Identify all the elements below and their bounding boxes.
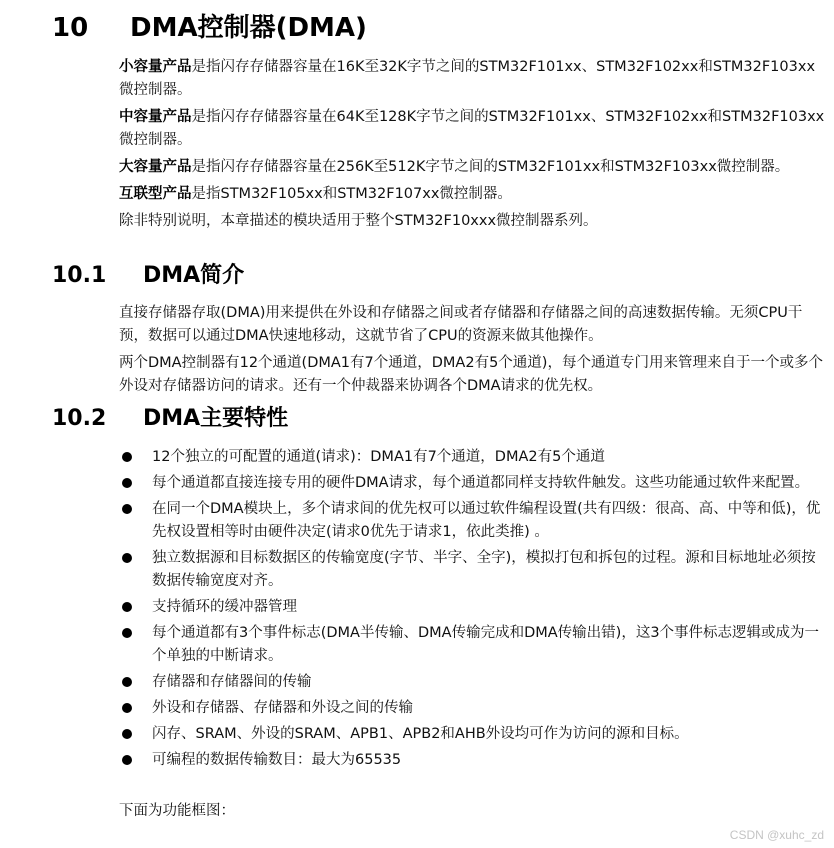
list-item: [119, 498, 827, 544]
bullet-icon: [122, 703, 132, 713]
term-medium-density: 中容量产品: [119, 109, 192, 125]
list-item-text: 闪存、SRAM、外设的SRAM、APB1、APB2和AHB外设均可作为访问的源和目标。: [152, 726, 689, 742]
term-connectivity: 互联型产品: [119, 186, 192, 202]
list-item-text: 独立数据源和目标数据区的传输宽度(字节、半字、全字)，模拟打包和拆包的过程。源和目标地址必须按数据传输宽度对齐。: [152, 550, 816, 589]
dma-intro-paragraph: 直接存储器存取(DMA)用来提供在外设和存储器之间或者存储器和存储器之间的高速数据传输。无须CPU干预，数据可以通过DMA快速地移动，这就节省了CPU的资源来做其他操作。: [119, 305, 803, 344]
bullet-icon: [122, 553, 132, 563]
chapter-number: 10: [52, 13, 89, 43]
term-low-density: 小容量产品: [119, 59, 192, 75]
section-number: 10.1: [52, 263, 107, 288]
bullet-icon: [122, 628, 132, 638]
text-medium-density: 是指闪存存储器容量在64K至128K字节之间的STM32F101xx、STM32F102xx和STM32F103xx微控制器。: [119, 109, 825, 148]
intro-paragraph-scope: 除非特别说明，本章描述的模块适用于整个STM32F10xxx微控制器系列。: [119, 213, 598, 229]
list-item: [119, 697, 827, 720]
bullet-icon: [122, 452, 132, 462]
list-item-text: 可编程的数据传输数目：最大为65535: [152, 752, 402, 768]
watermark: CSDN @xuhc_zd: [729, 828, 824, 842]
list-item: [119, 547, 827, 593]
text-low-density: 是指闪存存储器容量在16K至32K字节之间的STM32F101xx、STM32F102xx和STM32F103xx微控制器。: [119, 59, 816, 98]
list-item: [119, 446, 827, 469]
section-title: DMA主要特性: [143, 406, 289, 431]
bullet-icon: [122, 478, 132, 488]
list-item-text: 每个通道都有3个事件标志(DMA半传输、DMA传输完成和DMA传输出错)，这3个事件标志逻辑或成为一个单独的中断请求。: [152, 625, 820, 664]
chapter-title: DMA控制器(DMA): [130, 13, 367, 43]
list-item-text: 每个通道都直接连接专用的硬件DMA请求，每个通道都同样支持软件触发。这些功能通过软件来配置。: [152, 475, 810, 491]
list-item-text: 在同一个DMA模块上，多个请求间的优先权可以通过软件编程设置(共有四级：很高、高、中等和低)，优先权设置相等时由硬件决定(请求0优先于请求1，依此类推) 。: [152, 501, 821, 540]
list-item-text: 外设和存储器、存储器和外设之间的传输: [152, 700, 413, 716]
section-title: DMA简介: [143, 263, 245, 288]
list-item: [119, 671, 827, 694]
term-high-density: 大容量产品: [119, 159, 192, 175]
intro-paragraph-high-density: [119, 156, 827, 179]
block-diagram-caption: 下面为功能框图：: [119, 803, 235, 819]
list-item-text: 支持循环的缓冲器管理: [152, 599, 297, 615]
bullet-icon: [122, 504, 132, 514]
section-number: 10.2: [52, 406, 107, 431]
intro-paragraph-medium-density: [119, 106, 827, 152]
list-item: [119, 749, 827, 772]
intro-block: [119, 56, 827, 233]
bullet-icon: [122, 677, 132, 687]
bullet-icon: [122, 602, 132, 612]
text-connectivity: 是指STM32F105xx和STM32F107xx微控制器。: [191, 186, 512, 202]
section-10-1-body: [119, 302, 827, 398]
feature-list: [119, 446, 827, 775]
list-item: [119, 596, 827, 619]
list-item: [119, 472, 827, 495]
intro-paragraph-low-density: [119, 56, 827, 102]
list-item-text: 12个独立的可配置的通道(请求)：DMA1有7个通道，DMA2有5个通道: [152, 449, 605, 465]
list-item: [119, 622, 827, 668]
bullet-icon: [122, 755, 132, 765]
list-item-text: 存储器和存储器间的传输: [152, 674, 312, 690]
bullet-icon: [122, 729, 132, 739]
list-item: [119, 723, 827, 746]
dma-channels-paragraph: 两个DMA控制器有12个通道(DMA1有7个通道，DMA2有5个通道)，每个通道专门用来管理来自于一个或多个外设对存储器访问的请求。还有一个仲裁器来协调各个DMA请求的优先权。: [119, 355, 823, 394]
intro-paragraph-connectivity: [119, 183, 827, 206]
text-high-density: 是指闪存存储器容量在256K至512K字节之间的STM32F101xx和STM32F103xx微控制器。: [191, 159, 790, 175]
